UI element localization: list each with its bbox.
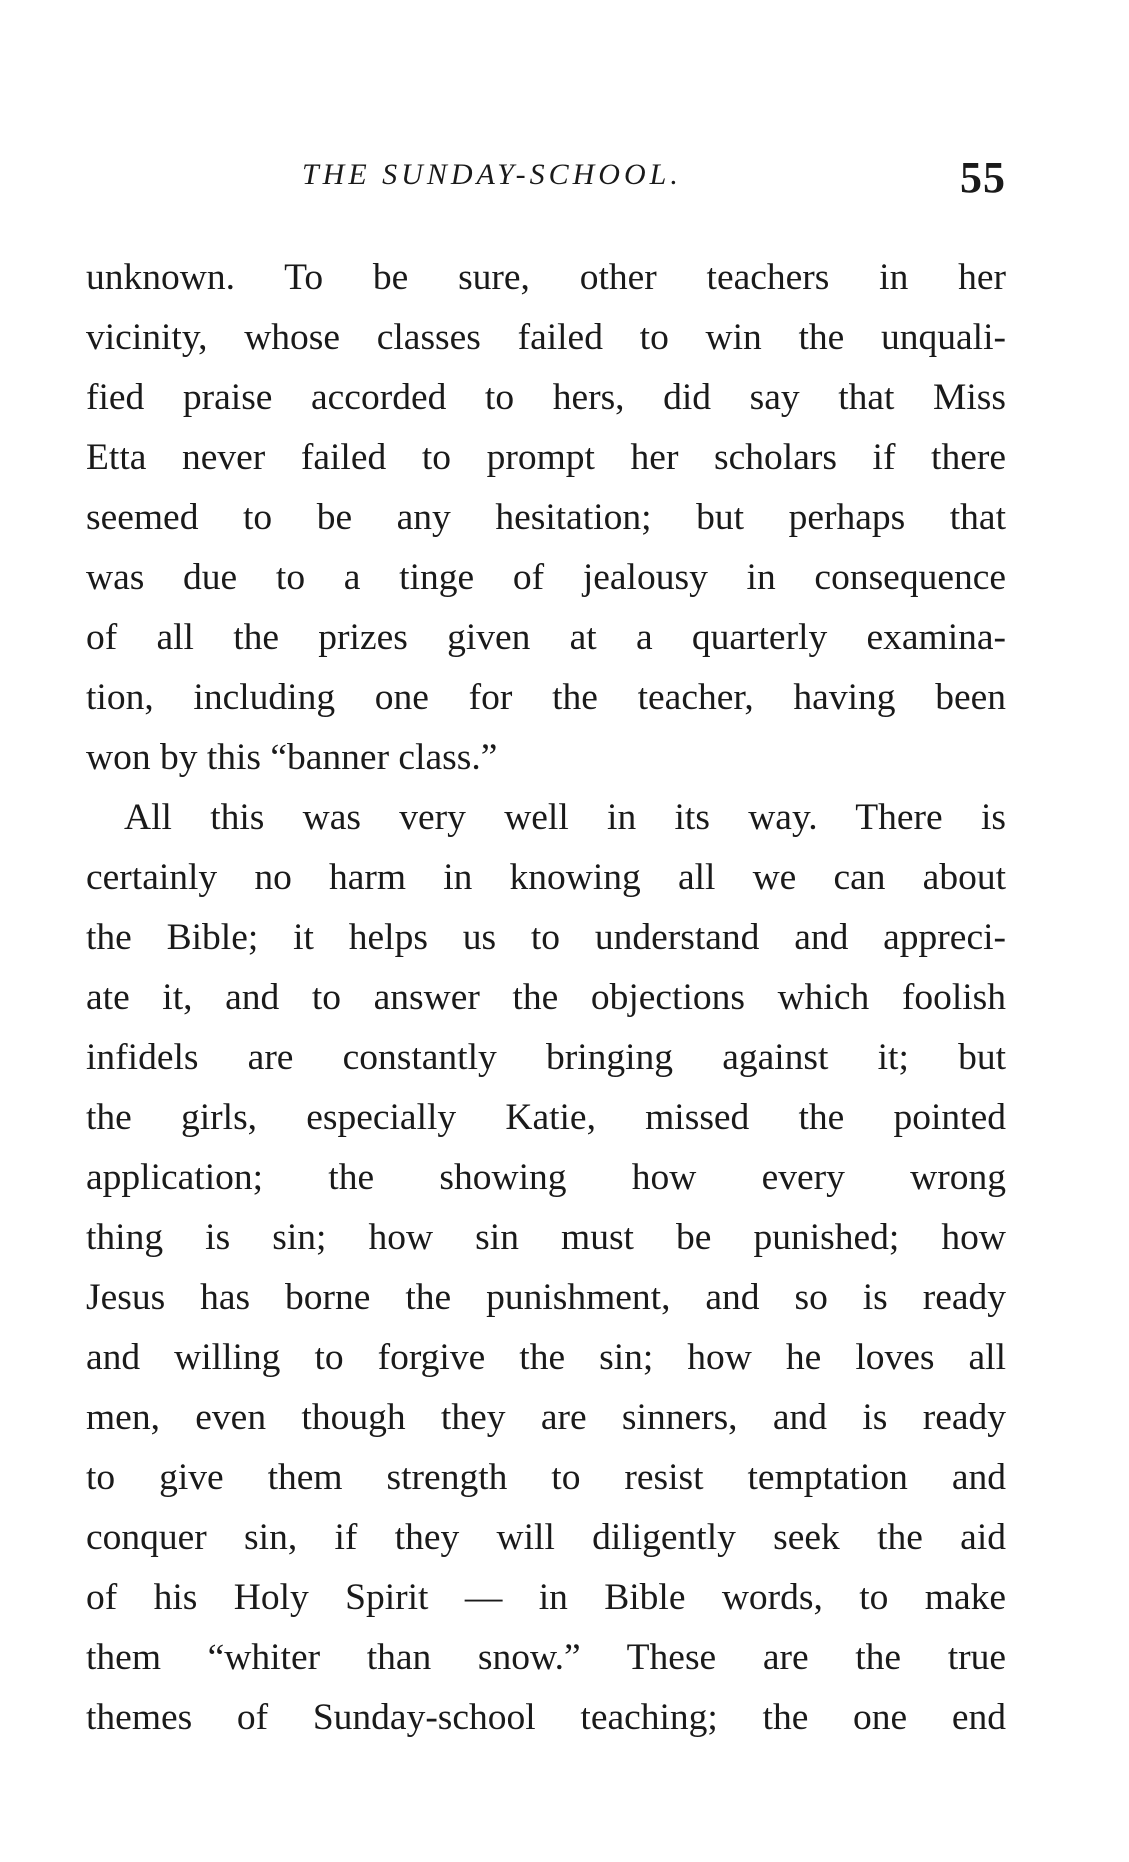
text-line: the girls, especially Katie, missed the pointed [86, 1097, 1006, 1138]
text-line: application; the showing how every wrong [86, 1157, 1006, 1198]
text-line: certainly no harm in knowing all we can about [86, 857, 1006, 898]
body-text [86, 248, 1006, 1748]
text-line: the Bible; it helps us to understand and appreci- [86, 917, 1006, 958]
text-line: them “whiter than snow.” These are the true [86, 1637, 1006, 1678]
running-title: THE SUNDAY-SCHOOL. [302, 158, 682, 191]
text-line: conquer sin, if they will diligently seek the aid [86, 1517, 1006, 1558]
text-line: ate it, and to answer the objections which foolish [86, 977, 1006, 1018]
text-line: thing is sin; how sin must be punished; how [86, 1217, 1006, 1258]
text-line: and willing to forgive the sin; how he loves all [86, 1337, 1006, 1378]
text-line: won by this “banner class.” [86, 737, 498, 778]
text-line: unknown. To be sure, other teachers in her [86, 257, 1006, 298]
text-line: Jesus has borne the punishment, and so is ready [86, 1277, 1006, 1318]
text-line: fied praise accorded to hers, did say that Miss [86, 377, 1006, 418]
text-line: vicinity, whose classes failed to win the unquali- [86, 317, 1006, 358]
text-line: infidels are constantly bringing against it; but [86, 1037, 1006, 1078]
text-line: to give them strength to resist temptation and [86, 1457, 1006, 1498]
running-head [86, 152, 1006, 212]
page-number: 55 [960, 153, 1006, 202]
text-line: men, even though they are sinners, and is ready [86, 1397, 1006, 1438]
text-line: All this was very well in its way. There is [124, 797, 1006, 838]
text-line: was due to a tinge of jealousy in consequence [86, 557, 1006, 598]
text-line: Etta never failed to prompt her scholars if there [86, 437, 1006, 478]
text-line: tion, including one for the teacher, having been [86, 677, 1006, 718]
text-line: themes of Sunday-school teaching; the one end [86, 1697, 1006, 1738]
text-line: of his Holy Spirit — in Bible words, to make [86, 1577, 1006, 1618]
text-line: seemed to be any hesitation; but perhaps that [86, 497, 1006, 538]
text-line: of all the prizes given at a quarterly examina- [86, 617, 1006, 658]
